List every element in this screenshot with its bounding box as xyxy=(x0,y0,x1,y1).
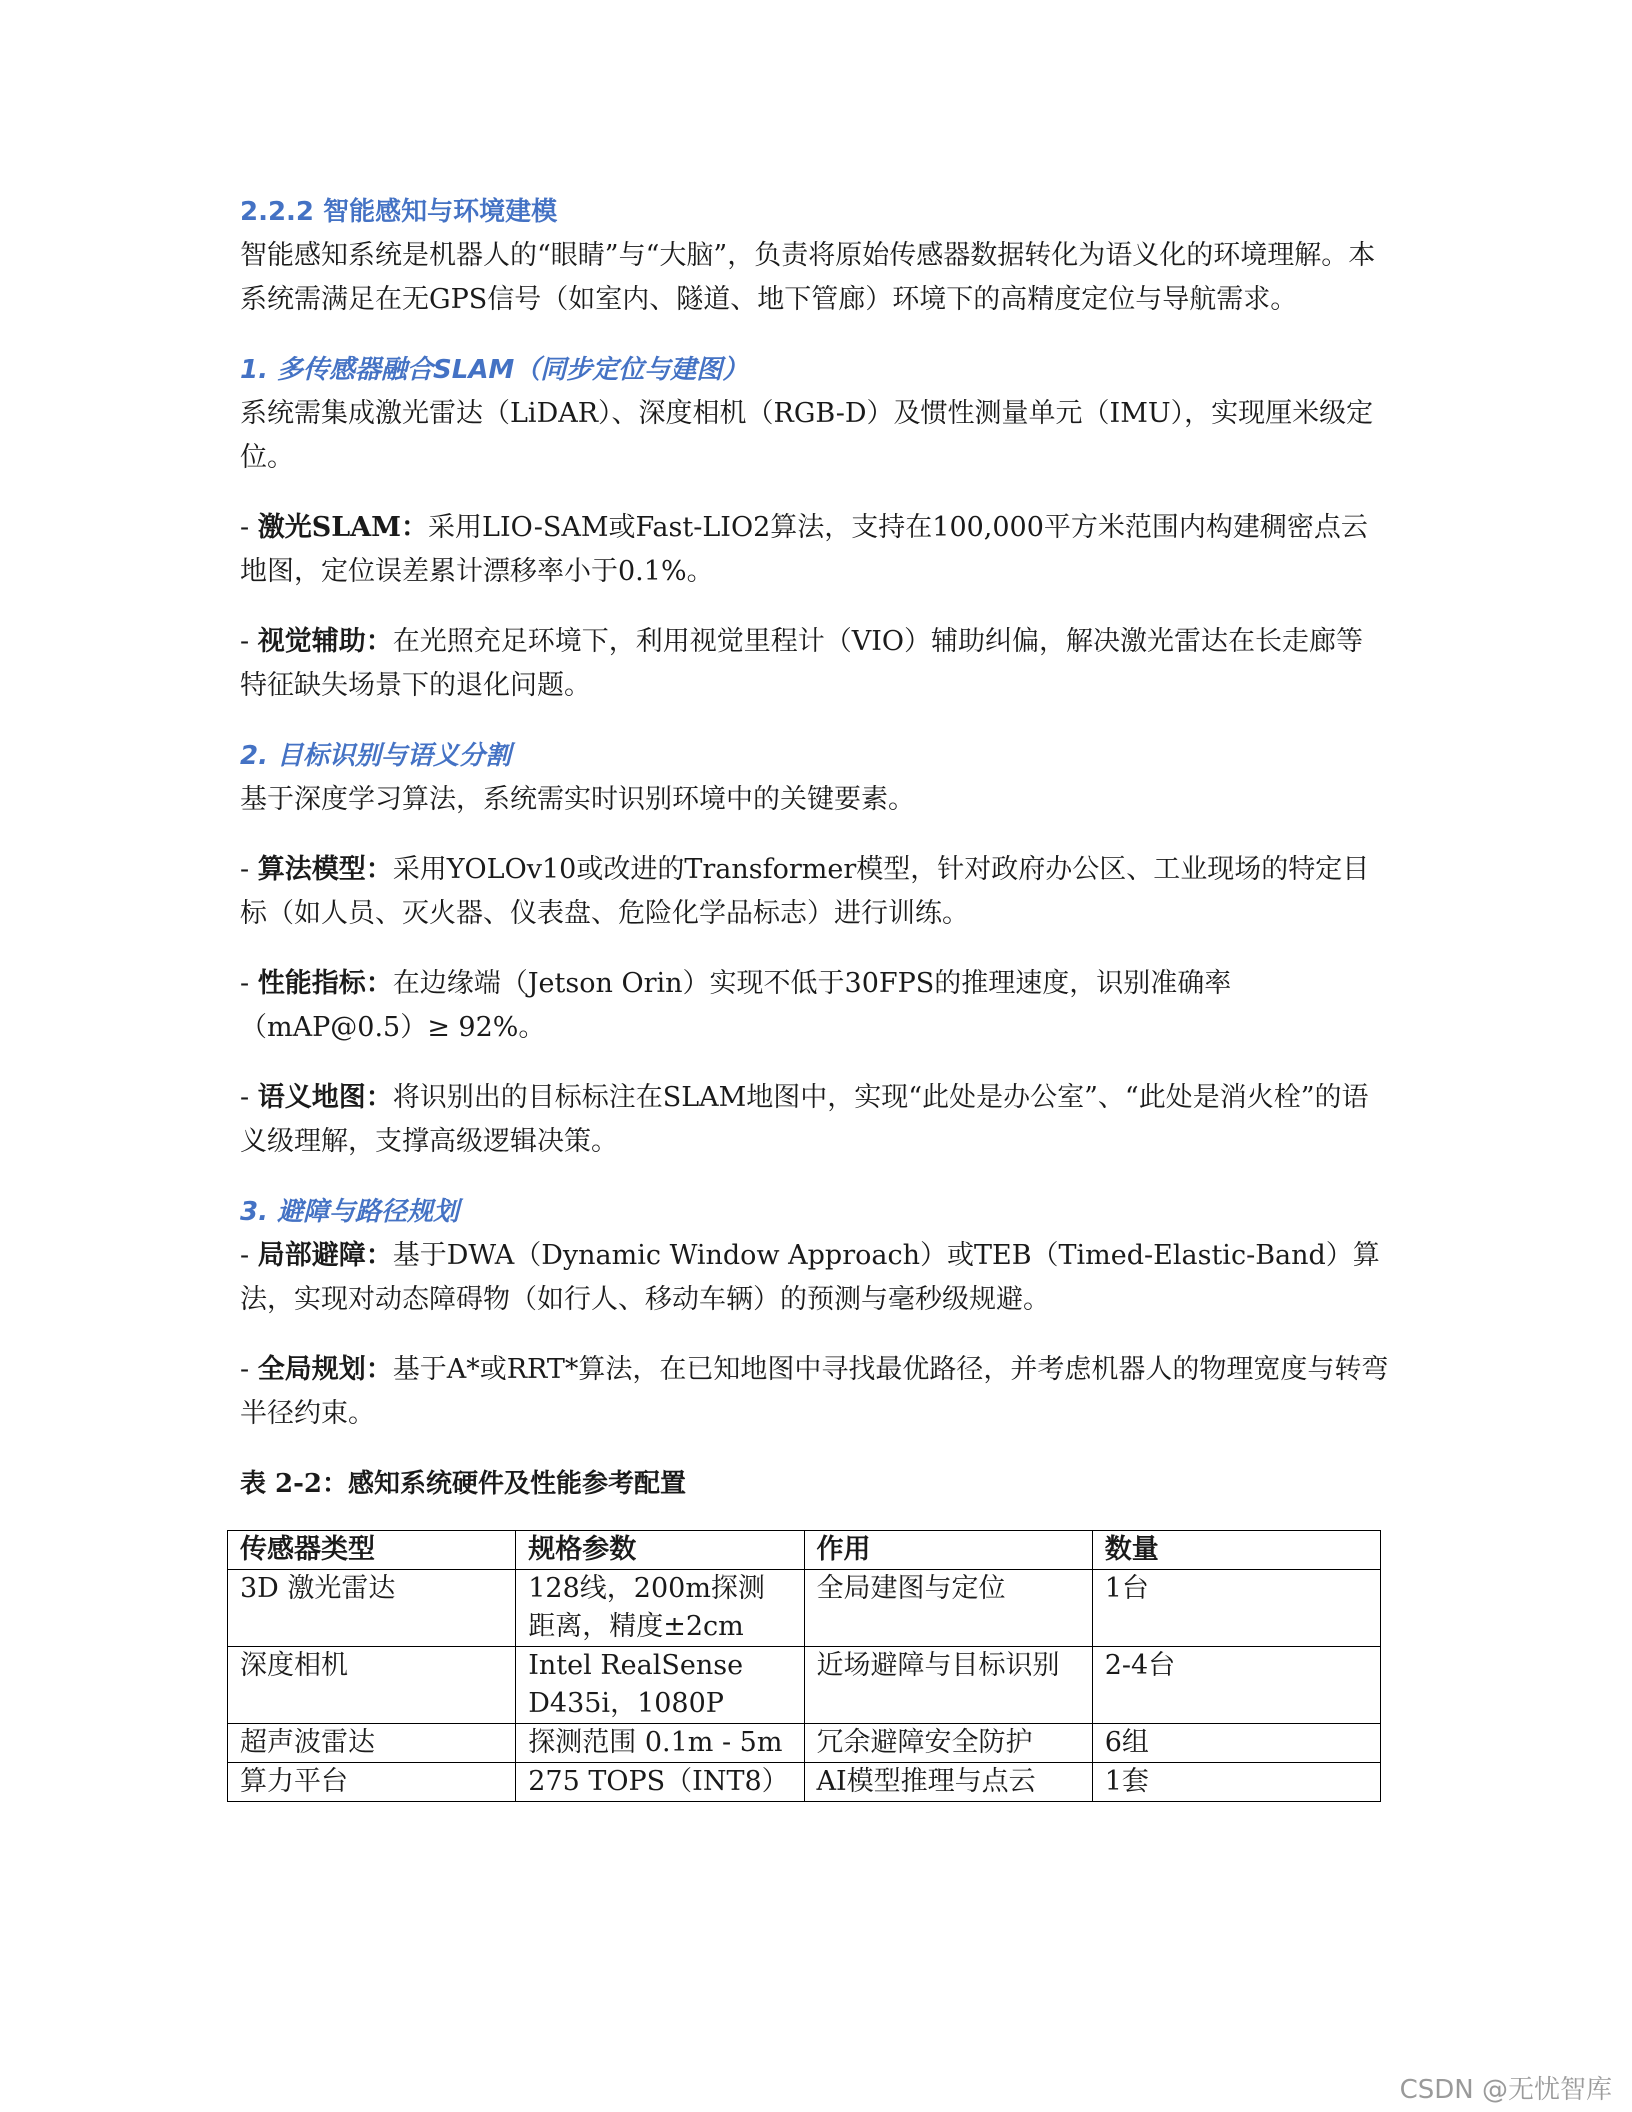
table-cell: 1套 xyxy=(1092,1763,1380,1802)
table-header-cell: 作用 xyxy=(804,1531,1092,1570)
list-item-text: 基于A*或RRT*算法，在已知地图中寻找最优路径，并考虑机器人的物理宽度与转弯半径约束。 xyxy=(240,1354,1389,1429)
list-dash: - xyxy=(240,1354,258,1385)
list-dash: - xyxy=(240,968,258,999)
table-row xyxy=(228,1647,1381,1724)
table-caption: 表 2-2：感知系统硬件及性能参考配置 xyxy=(240,1469,687,1499)
table-cell: Intel RealSense D435i，1080P xyxy=(516,1647,804,1724)
list-dash: - xyxy=(240,1240,258,1271)
list-item-visual-aid xyxy=(240,620,1390,708)
list-item-global-planning xyxy=(240,1348,1390,1436)
table-cell: 2-4台 xyxy=(1092,1647,1380,1724)
list-item-text: 在边缘端（Jetson Orin）实现不低于30FPS的推理速度，识别准确率（mAP@0.5）≥ 92%。 xyxy=(240,968,1232,1043)
table-row xyxy=(228,1763,1381,1802)
table-cell: 1台 xyxy=(1092,1570,1380,1647)
section-heading: 2.2.2 智能感知与环境建模 xyxy=(240,197,558,227)
table-cell: 探测范围 0.1m - 5m xyxy=(516,1724,804,1763)
list-dash: - xyxy=(240,512,258,543)
table-header-cell: 规格参数 xyxy=(516,1531,804,1570)
table-header-cell: 数量 xyxy=(1092,1531,1380,1570)
table-cell: AI模型推理与点云 xyxy=(804,1763,1092,1802)
subsection-text-recognition: 基于深度学习算法，系统需实时识别环境中的关键要素。 xyxy=(240,784,915,815)
list-item-label: 性能指标： xyxy=(257,968,393,999)
list-item-label: 激光SLAM： xyxy=(257,512,429,543)
subsection-heading-recognition: 2. 目标识别与语义分割 xyxy=(240,741,512,771)
table-header-row xyxy=(228,1531,1381,1570)
list-item-text: 在光照充足环境下，利用视觉里程计（VIO）辅助纠偏，解决激光雷达在长走廊等特征缺失场景下的退化问题。 xyxy=(240,626,1364,701)
list-item-performance xyxy=(240,962,1390,1050)
table-cell: 深度相机 xyxy=(228,1647,516,1724)
table-cell: 6组 xyxy=(1092,1724,1380,1763)
list-item-algorithm-model xyxy=(240,848,1390,936)
list-dash: - xyxy=(240,1082,258,1113)
list-item-text: 采用YOLOv10或改进的Transformer模型，针对政府办公区、工业现场的特定目标（如人员、灭火器、仪表盘、危险化学品标志）进行训练。 xyxy=(240,854,1370,929)
list-item-label: 局部避障： xyxy=(257,1240,393,1271)
list-item-text: 基于DWA（Dynamic Window Approach）或TEB（Timed-Elastic-Band）算法，实现对动态障碍物（如行人、移动车辆）的预测与毫秒级规避。 xyxy=(240,1240,1380,1315)
watermark: CSDN @无忧智库 xyxy=(1399,2075,1612,2105)
list-item-label: 全局规划： xyxy=(257,1354,393,1385)
table-cell: 275 TOPS（INT8） xyxy=(516,1763,804,1802)
table-cell: 冗余避障安全防护 xyxy=(804,1724,1092,1763)
subsection-heading-slam: 1. 多传感器融合SLAM（同步定位与建图） xyxy=(240,355,749,385)
document-page xyxy=(240,190,1390,1802)
list-item-label: 语义地图： xyxy=(257,1082,393,1113)
list-item-label: 视觉辅助： xyxy=(257,626,393,657)
subsection-text-slam: 系统需集成激光雷达（LiDAR）、深度相机（RGB-D）及惯性测量单元（IMU），实现厘米级定位。 xyxy=(240,398,1374,473)
list-item-text: 将识别出的目标标注在SLAM地图中，实现“此处是办公室”、“此处是消火栓”的语义级理解，支撑高级逻辑决策。 xyxy=(240,1082,1369,1157)
list-item-text: 采用LIO-SAM或Fast-LIO2算法，支持在100,000平方米范围内构建稠密点云地图，定位误差累计漂移率小于0.1%。 xyxy=(240,512,1368,587)
table-cell: 超声波雷达 xyxy=(228,1724,516,1763)
table-header-cell: 传感器类型 xyxy=(228,1531,516,1570)
list-item-semantic-map xyxy=(240,1076,1390,1164)
list-dash: - xyxy=(240,854,258,885)
table-cell: 近场避障与目标识别 xyxy=(804,1647,1092,1724)
table-row xyxy=(228,1724,1381,1763)
list-item-local-avoidance xyxy=(240,1234,1390,1322)
list-item-label: 算法模型： xyxy=(257,854,393,885)
list-dash: - xyxy=(240,626,258,657)
section-intro: 智能感知系统是机器人的“眼睛”与“大脑”，负责将原始传感器数据转化为语义化的环境理解。本系统需满足在无GPS信号（如室内、隧道、地下管廊）环境下的高精度定位与导航需求。 xyxy=(240,240,1376,315)
list-item-laser-slam xyxy=(240,506,1390,594)
table-cell: 3D 激光雷达 xyxy=(228,1570,516,1647)
table-row xyxy=(228,1570,1381,1647)
table-cell: 128线，200m探测距离，精度±2cm xyxy=(516,1570,804,1647)
table-cell: 算力平台 xyxy=(228,1763,516,1802)
table-cell: 全局建图与定位 xyxy=(804,1570,1092,1647)
subsection-heading-planning: 3. 避障与路径规划 xyxy=(240,1197,460,1227)
hardware-table xyxy=(227,1530,1381,1802)
